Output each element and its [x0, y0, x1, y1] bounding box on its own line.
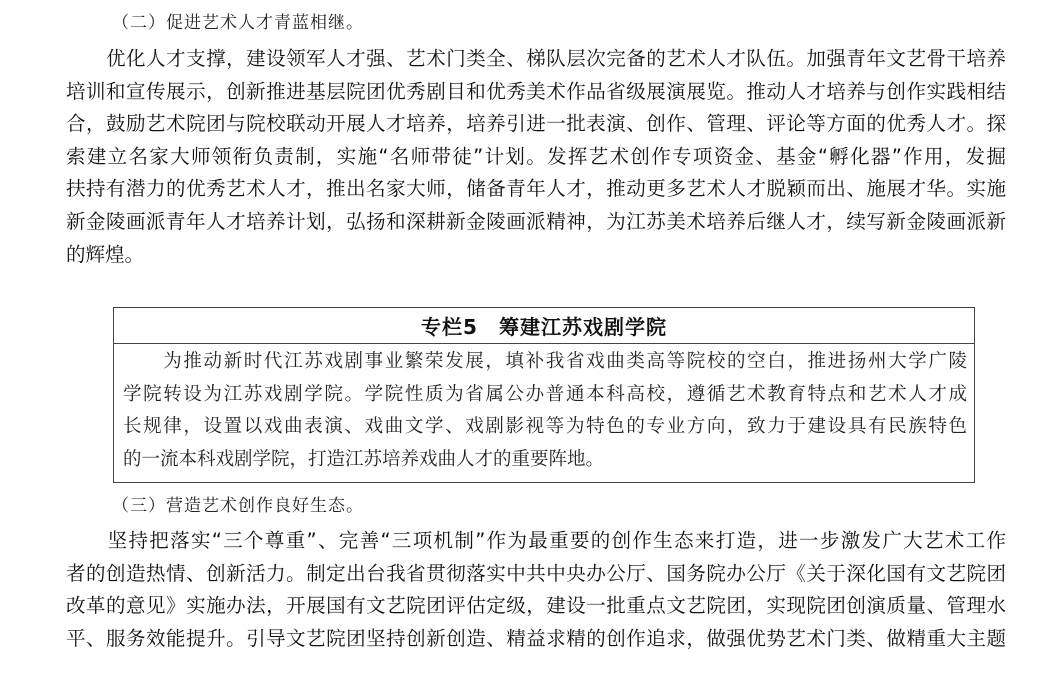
column-box-line: 的一流本科戏剧学院，打造江苏培养戏曲人才的重要阵地。	[123, 448, 605, 470]
section-heading-talent: （二）促进艺术人才青蓝相继。	[112, 13, 364, 33]
paragraph-line: 扶持有潜力的优秀艺术人才，推出名家大师，储备青年人才，推动更多艺术人才脱颖而出、施展才华。实施	[66, 177, 1006, 201]
column-box-line: 学院转设为江苏戏剧学院。学院性质为省属公办普通本科高校，遵循艺术教育特点和艺术人才成	[123, 383, 967, 405]
column-box-body	[123, 344, 967, 476]
paragraph-line: 的辉煌。	[66, 242, 145, 266]
paragraph-line: 平、服务效能提升。引导文艺院团坚持创新创造、精益求精的创作追求，做强优势艺术门类、做精重大主题	[66, 626, 1006, 650]
column-box-title: 专栏5 筹建江苏戏剧学院	[421, 315, 667, 339]
section-heading-ecology: （三）营造艺术创作良好生态。	[112, 496, 364, 516]
paragraph-line: 索建立名家大师领衔负责制，实施“名师带徒”计划。发挥艺术创作专项资金、基金“孵化器”作用，发掘	[66, 144, 1006, 168]
paragraph-line: 培训和宣传展示，创新推进基层院团优秀剧目和优秀美术作品省级展演展览。推动人才培养与创作实践相结	[66, 79, 1006, 103]
paragraph-line: 优化人才支撑，建设领军人才强、艺术门类全、梯队层次完备的艺术人才队伍。加强青年文艺骨干培养	[66, 47, 1006, 70]
column-box-line: 长规律，设置以戏曲表演、戏曲文学、戏剧影视等为特色的专业方向，致力于建设具有民族特色	[123, 416, 967, 437]
paragraph-line: 坚持把落实“三个尊重”、完善“三项机制”作为最重要的创作生态来打造，进一步激发广大艺术工作	[66, 529, 1006, 552]
paragraph-line: 新金陵画派青年人才培养计划，弘扬和深耕新金陵画派精神，为江苏美术培养后继人才，续写新金陵画派新	[66, 209, 1006, 233]
column-box-line: 为推动新时代江苏戏剧事业繁荣发展，填补我省戏曲类高等院校的空白，推进扬州大学广陵	[123, 351, 967, 372]
paragraph-ecology	[66, 525, 1006, 655]
paragraph-line: 者的创造热情、创新活力。制定出台我省贯彻落实中共中央办公厅、国务院办公厅《关于深化国有文艺院团	[66, 561, 1006, 585]
paragraph-talent	[66, 43, 1006, 271]
paragraph-line: 合，鼓励艺术院团与院校联动开展人才培养，培养引进一批表演、创作、管理、评论等方面的优秀人才。探	[66, 112, 1006, 136]
paragraph-line: 改革的意见》实施办法，开展国有文艺院团评估定级，建设一批重点文艺院团，实现院团创演质量、管理水	[66, 594, 1006, 618]
column-box	[113, 307, 975, 483]
column-box-header	[114, 308, 974, 344]
